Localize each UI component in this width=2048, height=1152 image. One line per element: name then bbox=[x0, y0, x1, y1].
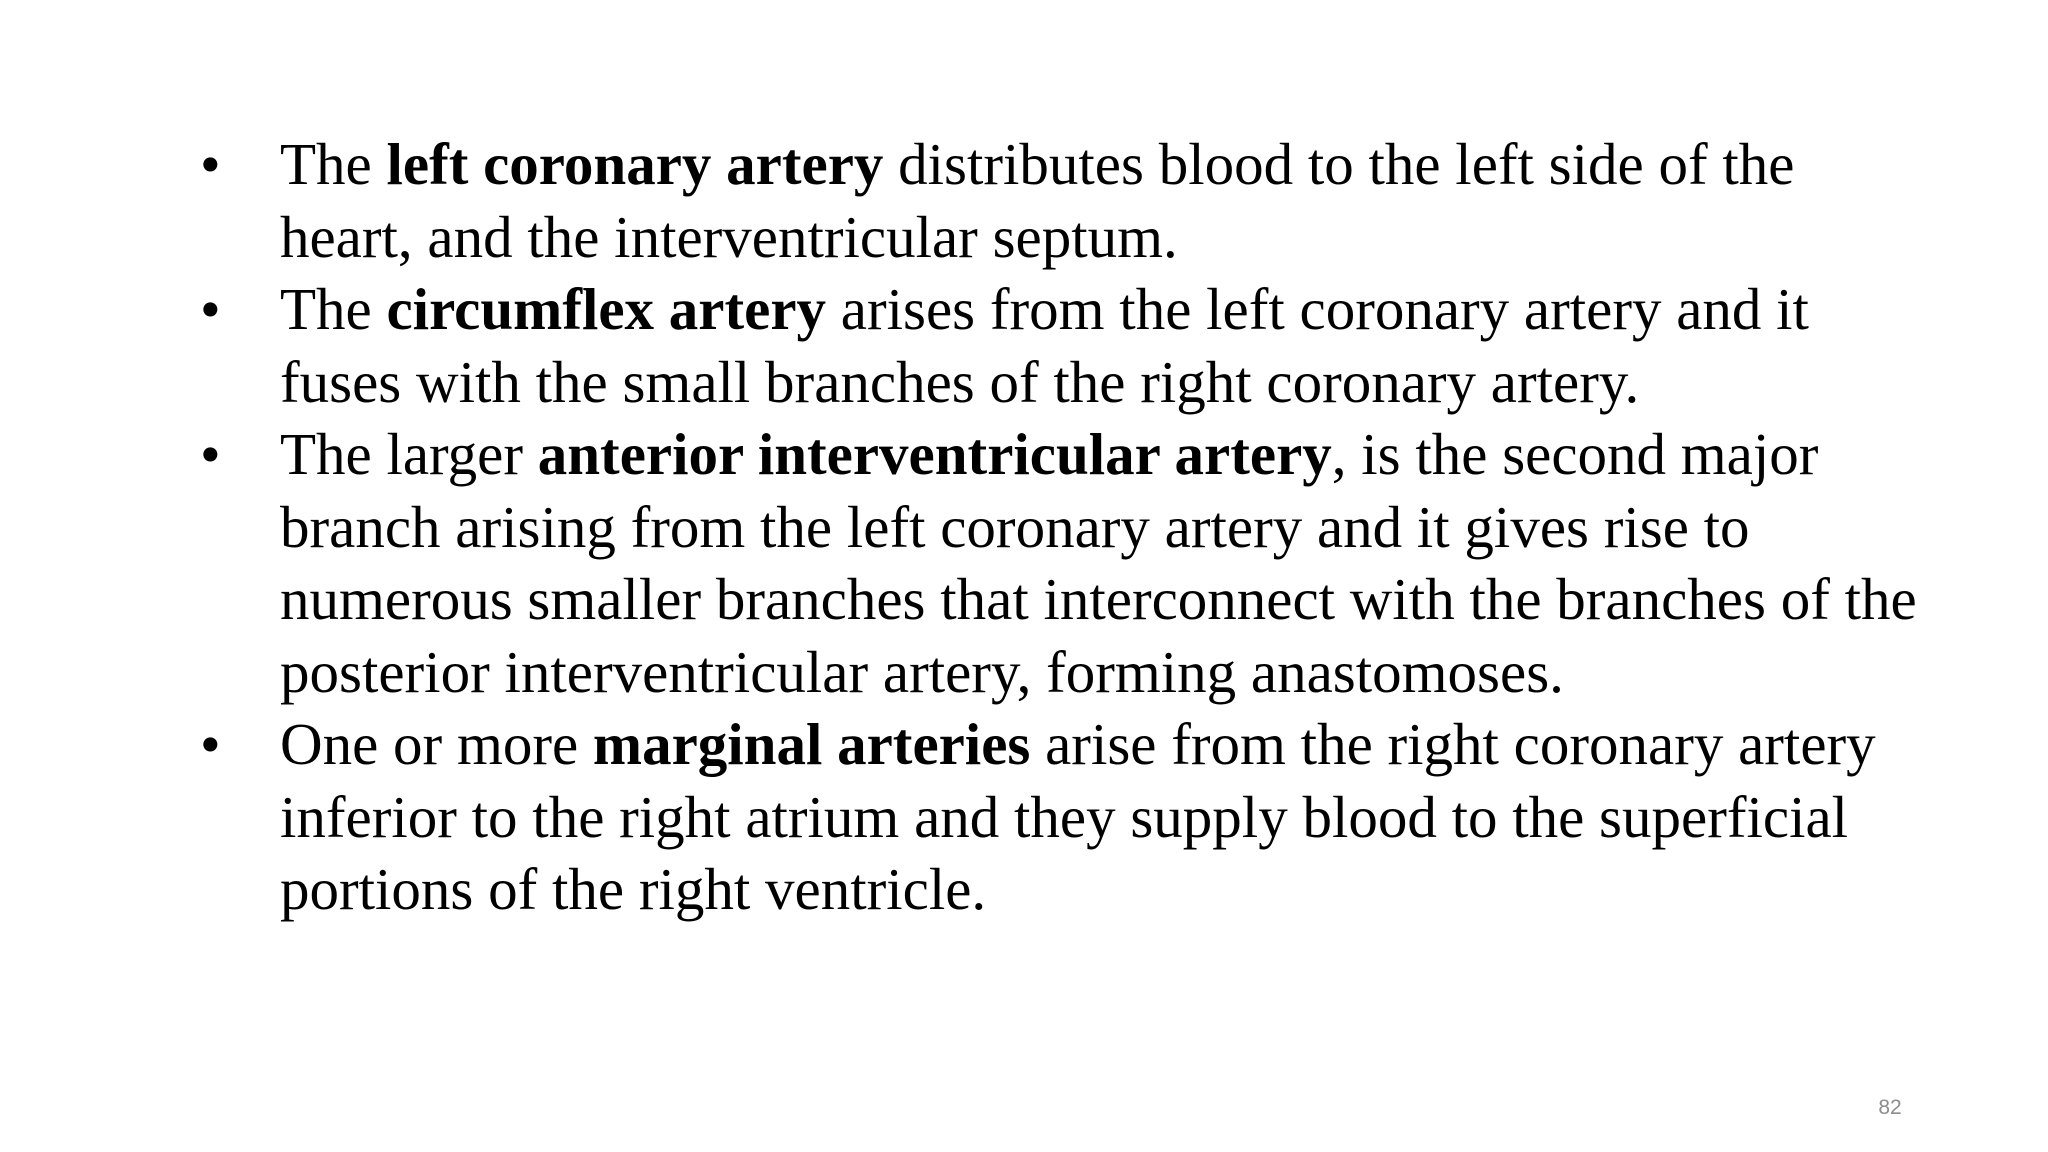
bullet-text-rest: arises from the left coronary artery and it fuses with the small branches of the right coronary artery. bbox=[280, 276, 1809, 415]
bullet-icon: • bbox=[200, 421, 221, 487]
bullet-icon: • bbox=[200, 276, 221, 342]
bullet-text-rest: distributes blood to the left side of the heart, and the interventricular septum. bbox=[280, 131, 1795, 270]
bullet-term: marginal arteries bbox=[592, 711, 1031, 777]
bullet-text-lead: The larger bbox=[280, 421, 538, 487]
bullet-term: anterior interventricular artery bbox=[537, 421, 1332, 487]
bullet-item bbox=[200, 128, 1920, 273]
bullet-list bbox=[200, 128, 1920, 926]
bullet-icon: • bbox=[200, 711, 221, 777]
bullet-term: circumflex artery bbox=[386, 276, 827, 342]
bullet-text-rest: , is the second major branch arising from the left coronary artery and it gives rise to numerous smaller branches that interconnect with the branches of the posterior interventricular artery, forming anastomoses. bbox=[280, 421, 1917, 705]
bullet-text-lead: The bbox=[280, 131, 387, 197]
bullet-text-lead: One or more bbox=[280, 711, 593, 777]
page-number: 82 bbox=[1878, 1096, 1902, 1119]
bullet-item bbox=[200, 418, 1920, 708]
bullet-text-rest: arise from the right coronary artery inferior to the right atrium and they supply blood to the superficial portions of the right ventricle. bbox=[280, 711, 1876, 922]
bullet-item bbox=[200, 708, 1920, 926]
bullet-term: left coronary artery bbox=[386, 131, 884, 197]
bullet-item bbox=[200, 273, 1920, 418]
bullet-icon: • bbox=[200, 131, 221, 197]
bullet-text-lead: The bbox=[280, 276, 387, 342]
